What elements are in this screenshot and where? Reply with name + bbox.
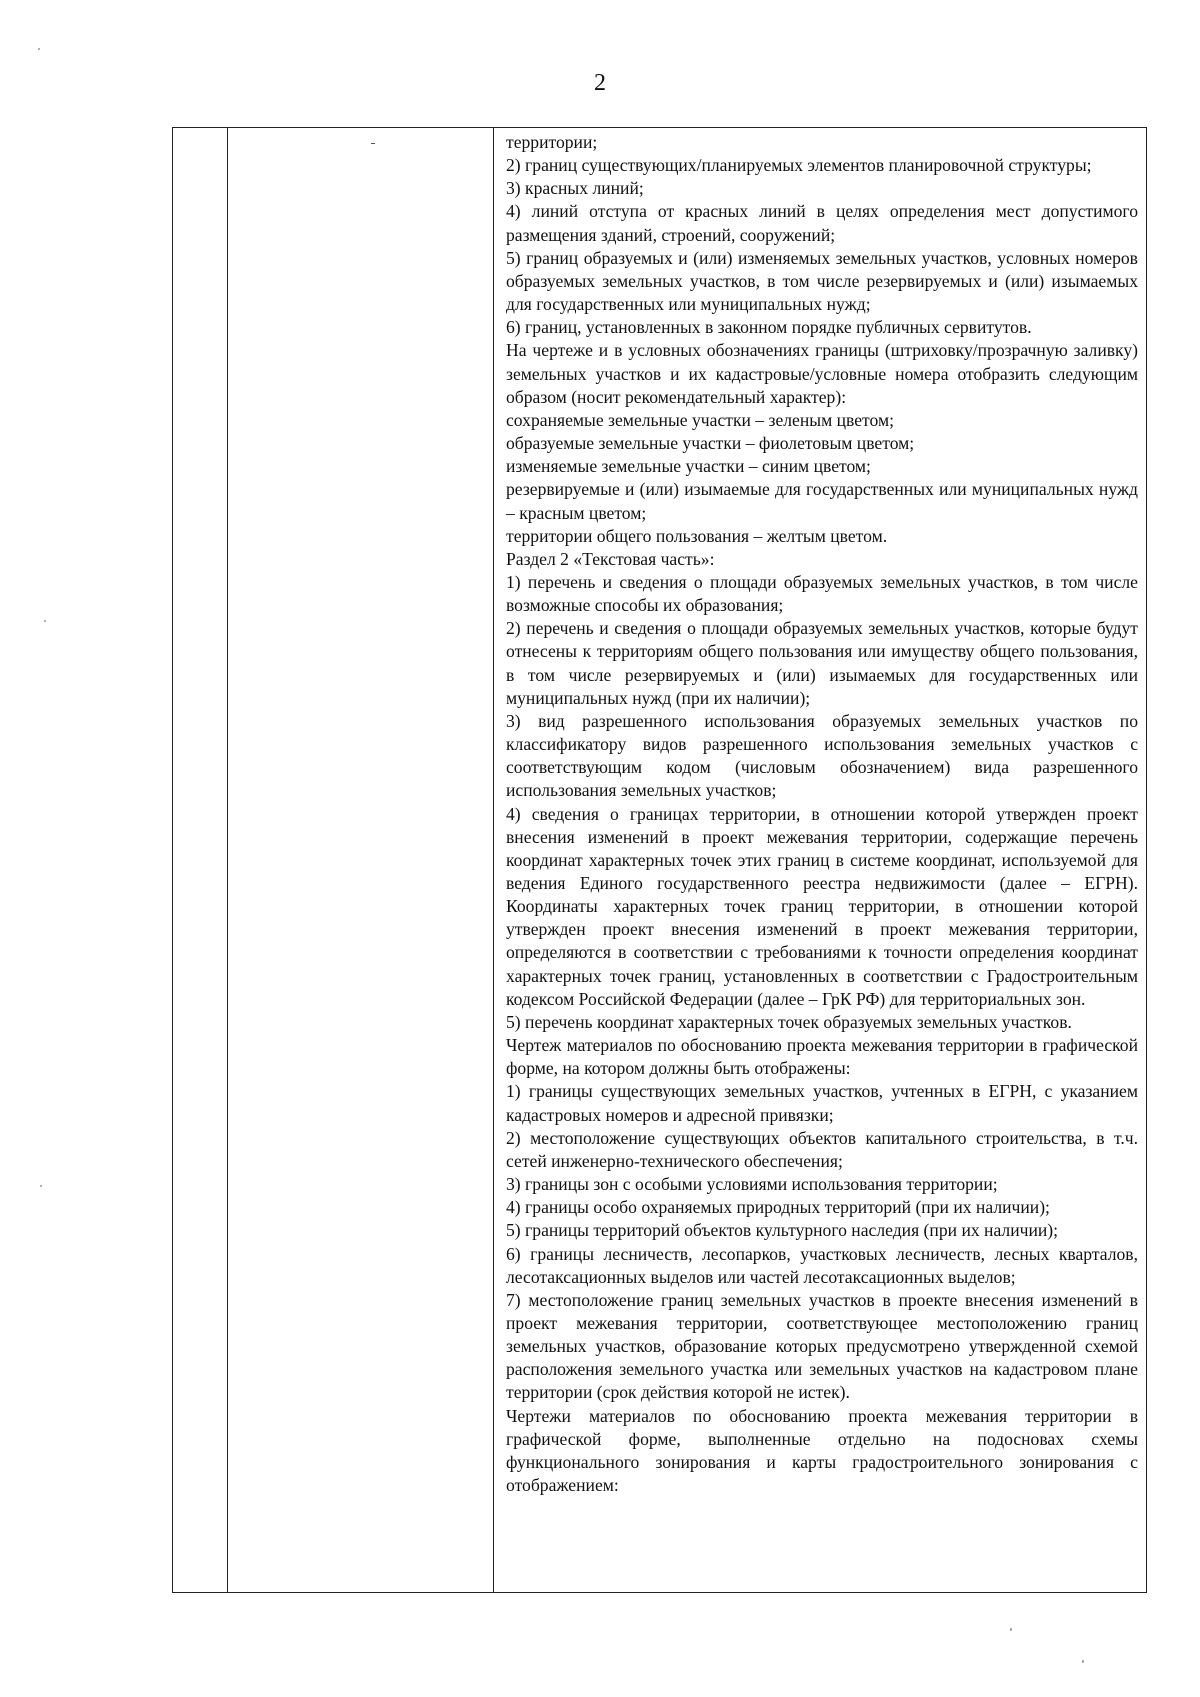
text-paragraph: 2) перечень и сведения о площади образуемых земельных участков, которые будут отнесены к территориям общего пользования или имуществу общего пользования, в том числе резервируемых и (или) изымаемых для государственных или муниципальных нужд (при их наличии);	[506, 618, 1138, 708]
text-paragraph: 4) сведения о границах территории, в отношении которой утвержден проект внесения изменений в проект межевания территории, содержащие перечень координат характерных точек этих границ в системе координат, используемой для ведения Единого государственного реестра недвижимости (далее – ЕГРН). Координаты характерных точек границ территории, в отношении которой утвержден проект внесения изменений в проект межевания территории, определяются в соответствии с требованиями к точности определения координат характерных точек границ, установленных в соответствии с Градостроительным кодексом Российской Федерации (далее – ГрК РФ) для территориальных зон.	[506, 803, 1138, 1009]
scan-speck	[1082, 1660, 1084, 1663]
text-paragraph: 5) границы территорий объектов культурного наследия (при их наличии);	[506, 1220, 1059, 1241]
scan-speck	[44, 620, 46, 622]
text-paragraph: 6) границы лесничеств, лесопарков, участковых лесничеств, лесных кварталов, лесотаксационных выделов или частей лесотаксационных выделов;	[506, 1243, 1138, 1287]
table-text-cell	[506, 131, 1138, 1497]
text-paragraph: территории общего пользования – желтым цветом.	[506, 525, 888, 546]
text-paragraph: сохраняемые земельные участки – зеленым цветом;	[506, 409, 894, 430]
text-paragraph: 3) границы зон с особыми условиями использования территории;	[506, 1174, 998, 1195]
text-paragraph: Чертеж материалов по обоснованию проекта межевания территории в графической форме, на котором должны быть отображены:	[506, 1035, 1138, 1079]
text-paragraph: изменяемые земельные участки – синим цветом;	[506, 456, 871, 477]
text-paragraph: 5) перечень координат характерных точек образуемых земельных участков.	[506, 1011, 1072, 1032]
text-paragraph: 7) местоположение границ земельных участков в проекте внесения изменений в проект межевания территории, соответствующее местоположению границ земельных участков, образование которых предусмотрено утвержденной схемой расположения земельного участка или земельных участков на кадастровом плане территории (срок действия которой не истек).	[506, 1289, 1138, 1403]
text-paragraph: 4) границы особо охраняемых природных территорий (при их наличии);	[506, 1197, 1050, 1218]
scan-speck	[40, 1185, 42, 1187]
text-paragraph: 2) местоположение существующих объектов капитального строительства, в т.ч. сетей инженерно-технического обеспечения;	[506, 1127, 1138, 1171]
text-paragraph: 2) границ существующих/планируемых элементов планировочной структуры;	[506, 155, 1092, 176]
text-paragraph: 5) границ образуемых и (или) изменяемых земельных участков, условных номеров образуемых земельных участков, в том числе резервируемых и (или) изымаемых для государственных или муниципальных нужд;	[506, 247, 1138, 315]
text-paragraph: 4) линий отступа от красных линий в целях определения мест допустимого размещения зданий, строений, сооружений;	[506, 201, 1138, 245]
document-table	[172, 127, 1147, 1593]
text-paragraph: 6) границ, установленных в законном порядке публичных сервитутов.	[506, 317, 1032, 338]
text-paragraph: Раздел 2 «Текстовая часть»:	[506, 548, 715, 569]
text-paragraph: 3) красных линий;	[506, 178, 644, 199]
scan-speck	[1010, 1628, 1012, 1631]
text-paragraph: территории;	[506, 132, 598, 152]
page-number: 2	[594, 70, 606, 96]
scan-mark	[371, 143, 375, 144]
text-paragraph: 1) границы существующих земельных участков, учтенных в ЕГРН, с указанием кадастровых номеров и адресной привязки;	[506, 1081, 1138, 1125]
text-paragraph: 3) вид разрешенного использования образуемых земельных участков по классификатору видов разрешенного использования земельных участков с соответствующим кодом (числовым обозначением) вида разрешенного использования земельных участков;	[506, 710, 1138, 801]
table-column-divider	[493, 128, 494, 1592]
table-column-divider	[227, 128, 228, 1592]
scan-speck	[38, 48, 40, 50]
text-paragraph: образуемые земельные участки – фиолетовым цветом;	[506, 433, 915, 454]
text-paragraph: резервируемые и (или) изымаемые для государственных или муниципальных нужд – красным цветом;	[506, 479, 1138, 523]
text-paragraph: На чертеже и в условных обозначениях границы (штриховку/прозрачную заливку) земельных участков и их кадастровые/условные номера отобразить следующим образом (носит рекомендательный характер):	[506, 340, 1138, 407]
text-paragraph: 1) перечень и сведения о площади образуемых земельных участков, в том числе возможные способы их образования;	[506, 571, 1138, 616]
text-paragraph: Чертежи материалов по обоснованию проекта межевания территории в графической форме, выполненные отдельно на подосновах схемы функционального зонирования и карты градостроительного зонирования с отображением:	[506, 1405, 1138, 1496]
